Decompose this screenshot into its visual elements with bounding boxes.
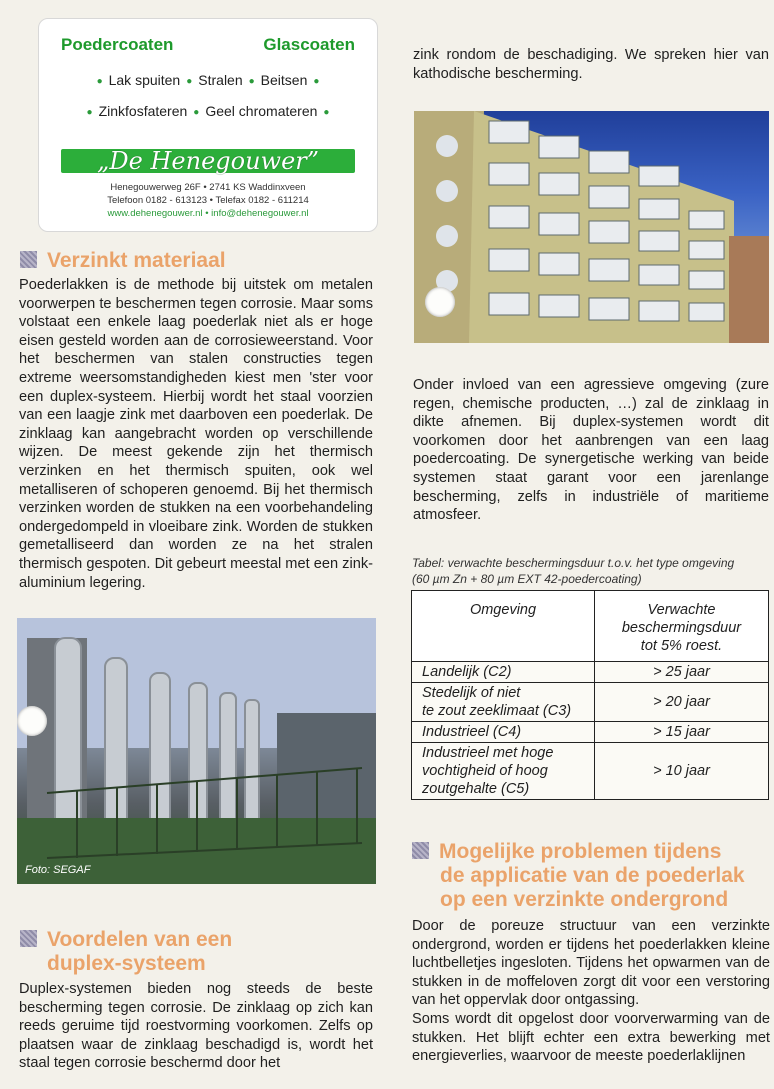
table-caption xyxy=(412,555,772,587)
company-name-logo: „De Henegouwer” xyxy=(61,149,355,173)
punch-hole xyxy=(425,287,455,317)
building-illustration xyxy=(414,111,769,343)
env-line: Stedelijk of niet xyxy=(422,685,521,701)
env-line: Industrieel (C4) xyxy=(422,724,522,740)
env-cell xyxy=(412,743,595,800)
punch-hole xyxy=(17,706,47,736)
header-line: beschermingsduur xyxy=(621,620,742,636)
env-line: vochtigheid of hoog xyxy=(422,763,548,779)
photo-apartment-building xyxy=(414,111,769,343)
section-heading-verzinkt xyxy=(20,249,226,273)
bullet-icon: ● xyxy=(86,106,93,118)
ad-service: Beitsen xyxy=(260,72,308,88)
duration-cell: > 15 jaar xyxy=(595,722,769,743)
heading-text: op een verzinkte ondergrond xyxy=(440,888,729,911)
ad-services-line-2 xyxy=(39,103,377,119)
ad-phone: Telefoon 0182 - 613123 • Telefax 0182 - 611214 xyxy=(107,195,309,206)
env-line: Landelijk (C2) xyxy=(422,664,512,680)
ad-service: Zinkfosfateren xyxy=(98,103,188,119)
env-cell xyxy=(412,683,595,722)
ad-service-right: Glascoaten xyxy=(263,35,355,54)
ad-service-left: Poedercoaten xyxy=(61,35,174,54)
section3-body-2: Soms wordt dit opgelost door voorverwarming van de stukken. Het blijft echter een extra bewerking met energieverlies, waarvoor de meeste poederlaklijnen xyxy=(412,1011,770,1065)
heading-text: Voordelen van een xyxy=(47,928,233,951)
ad-services-line-1 xyxy=(39,72,377,88)
bullet-icon: ● xyxy=(96,75,103,87)
table-row xyxy=(412,662,769,683)
bullet-icon: ● xyxy=(313,75,320,87)
section3-body-1: Door de poreuze structuur van een verzinkte ondergrond, worden er tijdens het poederlakken kleine luchtbelletjes ingesloten. Tijdens het opwarmen van de stukken in de moffeloven zorgt dit voor een verstoring van het oppervlak door ontgassing. xyxy=(412,918,770,1009)
duration-cell: > 10 jaar xyxy=(595,743,769,800)
ad-address: Henegouwerweg 26F • 2741 KS Waddinxveen xyxy=(110,182,306,193)
table-row xyxy=(412,722,769,743)
header-omgeving: Omgeving xyxy=(412,591,595,662)
heading-text: duplex-systeem xyxy=(47,952,206,975)
header-beschermingsduur xyxy=(595,591,769,662)
table-row xyxy=(412,683,769,722)
ad-web: www.dehenegouwer.nl • info@dehenegouwer.nl xyxy=(107,208,309,219)
table-header-row xyxy=(412,591,769,662)
section-heading-problemen xyxy=(412,840,772,912)
bullet-icon: ● xyxy=(248,75,255,87)
section-heading-voordelen xyxy=(20,928,370,976)
heading-square-icon xyxy=(20,930,37,947)
company-advertisement xyxy=(38,18,378,232)
photo-industrial-pipes xyxy=(17,618,376,884)
bullet-icon: ● xyxy=(193,106,200,118)
heading-text: Verzinkt materiaal xyxy=(47,249,226,272)
ad-service: Geel chromateren xyxy=(205,103,318,119)
env-cell xyxy=(412,722,595,743)
heading-square-icon xyxy=(20,251,37,268)
duration-cell: > 25 jaar xyxy=(595,662,769,683)
header-line: Verwachte xyxy=(647,602,716,618)
ad-service: Lak spuiten xyxy=(108,72,181,88)
col2-paragraph: Onder invloed van een agressieve omgeving (zure regen, chemische producten, …) zal de zinklaag in dikte afnemen. Bij duplex-systemen wordt dit voorkomen door het aanbrengen van een laag poedercoating. De synergetische werking van beide systemen staat garant voor een jarenlange bescherming, zelfs in industriële of maritieme atmosfeer. xyxy=(413,377,769,524)
env-cell xyxy=(412,662,595,683)
col2-intro: zink rondom de beschadiging. We spreken hier van kathodische bescherming. xyxy=(413,47,769,82)
bullet-icon: ● xyxy=(323,106,330,118)
heading-square-icon xyxy=(412,842,429,859)
bullet-icon: ● xyxy=(186,75,193,87)
protection-duration-table xyxy=(411,590,769,800)
pipes-illustration xyxy=(17,618,376,884)
table-row xyxy=(412,743,769,800)
heading-text: Mogelijke problemen tijdens xyxy=(439,840,722,863)
photo-credit: Foto: SEGAF xyxy=(25,864,91,876)
section1-body: Poederlakken is de methode bij uitstek om metalen voorwerpen te beschermen tegen corrosie. Maar soms volstaat een enkele laag poederlak niet als er hoge eisen gesteld worden aan de corrosieweerstand. Voor het beschermen van stalen constructies tegen extreme weersomstandigheden kiest men 'ster voor een duplex-systeem. Hierbij wordt het staal voorzien van een laagje zink met daarboven een poederlak. De zinklaag kan aangebracht worden op verschillende wijzen. De meest gekende zijn het thermisch verzinken en het thermisch spuiten, ook wel metalliseren of schoperen genoemd. Bij het thermisch verzinken worden de stukken na een voorbehandeling ondergedompeld in vloeibare zink. Worden de stukken gemetalliseerd dan worden ze na het stralen thermisch gespoten. Dit gebeurt meestal met een zink-aluminium legering. xyxy=(19,277,373,591)
table-caption-line: (60 µm Zn + 80 µm EXT 42-poedercoating) xyxy=(412,572,642,586)
duration-cell: > 20 jaar xyxy=(595,683,769,722)
env-line: Industrieel met hoge xyxy=(422,745,554,761)
env-line: te zout zeeklimaat (C3) xyxy=(422,703,572,719)
section2-body: Duplex-systemen bieden nog steeds de beste bescherming tegen corrosie. De zinklaag op zich kan reeds geruime tijd roestvorming voorkomen. Zelfs op plaatsen waar de zinklaag beschadigd is, wordt het staal tegen corrosie beschermd door het xyxy=(19,981,373,1072)
table-caption-line: Tabel: verwachte beschermingsduur t.o.v. het type omgeving xyxy=(412,556,735,570)
ad-service: Stralen xyxy=(198,72,243,88)
env-line: zoutgehalte (C5) xyxy=(422,781,530,797)
header-line: tot 5% roest. xyxy=(640,638,723,654)
heading-text: de applicatie van de poederlak xyxy=(440,864,745,887)
